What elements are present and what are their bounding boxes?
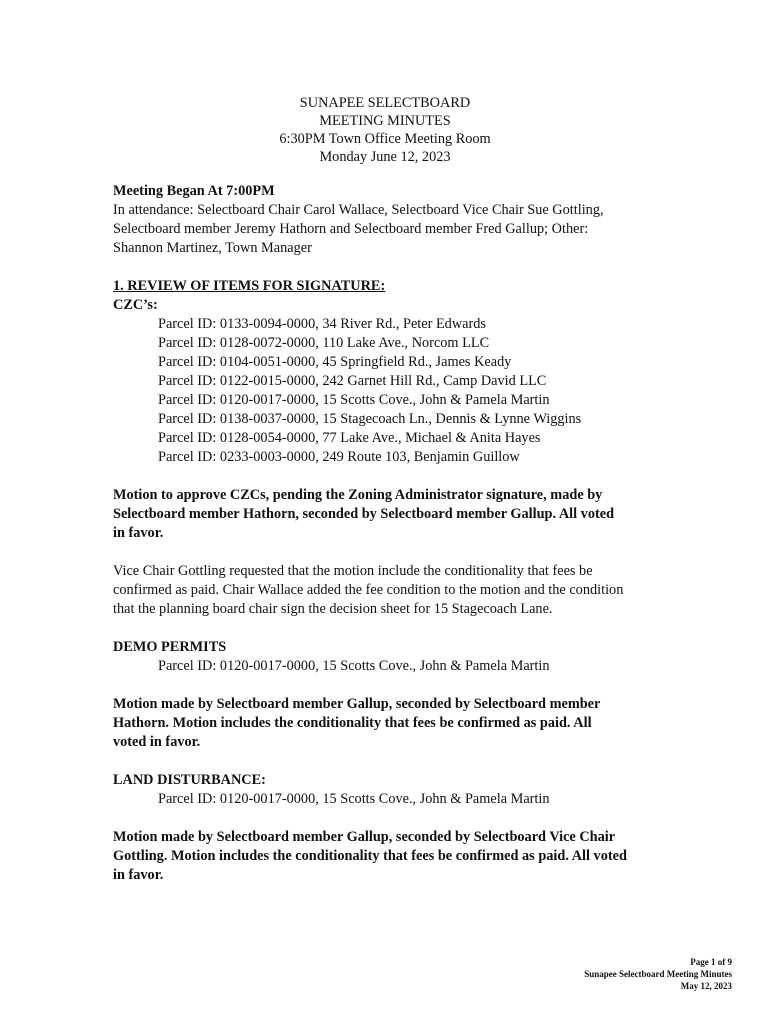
motion-line: in favor. [113,867,164,883]
parcel-item: Parcel ID: 0120-0017-0000, 15 Scotts Cove., John & Pamela Martin [158,392,550,408]
footer-doc-title: Sunapee Selectboard Meeting Minutes [584,969,732,979]
parcel-item: Parcel ID: 0122-0015-0000, 242 Garnet Hill Rd., Camp David LLC [158,373,547,389]
motion-line: Motion made by Selectboard member Gallup, seconded by Selectboard member [113,696,601,712]
page-footer [584,956,732,992]
parcel-item: Parcel ID: 0133-0094-0000, 34 River Rd., Peter Edwards [158,316,486,332]
land-parcel: Parcel ID: 0120-0017-0000, 15 Scotts Cove., John & Pamela Martin [158,791,550,807]
note-line: confirmed as paid. Chair Wallace added the fee condition to the motion and the condition [113,582,624,598]
motion-land [113,828,673,885]
footer-date: May 12, 2023 [680,981,732,991]
motion-line: Selectboard member Hathorn, seconded by Selectboard member Gallup. All voted [113,506,615,522]
document-body [113,182,673,885]
motion-line: voted in favor. [113,734,201,750]
meeting-location: 6:30PM Town Office Meeting Room [279,131,491,147]
czc-parcel-list [113,315,673,467]
motion-line: Hathorn. Motion includes the conditionality that fees be confirmed as paid. All [113,715,592,731]
parcel-item: Parcel ID: 0128-0072-0000, 110 Lake Ave., Norcom LLC [158,335,490,351]
parcel-item: Parcel ID: 0128-0054-0000, 77 Lake Ave., Michael & Anita Hayes [158,430,541,446]
motion-czc [113,486,673,543]
demo-parcel: Parcel ID: 0120-0017-0000, 15 Scotts Cove., John & Pamela Martin [158,658,550,674]
page-number: Page 1 of 9 [690,957,732,967]
demo-permits-heading: DEMO PERMITS [113,639,227,655]
motion-line: Gottling. Motion includes the conditionality that fees be confirmed as paid. All voted [113,848,627,864]
parcel-item: Parcel ID: 0138-0037-0000, 15 Stagecoach Ln., Dennis & Lynne Wiggins [158,411,582,427]
doc-title: MEETING MINUTES [319,113,451,129]
motion-demo [113,695,673,752]
attendance-line: Shannon Martinez, Town Manager [113,240,312,256]
meeting-date: Monday June 12, 2023 [319,149,451,165]
attendance-paragraph [113,201,673,258]
attendance-line: Selectboard member Jeremy Hathorn and Selectboard member Fred Gallup; Other: [113,221,589,237]
note-line: that the planning board chair sign the decision sheet for 15 Stagecoach Lane. [113,601,553,617]
czc-note-paragraph [113,562,673,619]
org-name: SUNAPEE SELECTBOARD [299,95,471,111]
land-disturbance-heading: LAND DISTURBANCE: [113,772,266,788]
section-heading-review: 1. REVIEW OF ITEMS FOR SIGNATURE: [113,278,386,294]
attendance-line: In attendance: Selectboard Chair Carol Wallace, Selectboard Vice Chair Sue Gottling, [113,202,604,218]
note-line: Vice Chair Gottling requested that the motion include the conditionality that fees be [113,563,593,579]
motion-line: in favor. [113,525,164,541]
motion-line: Motion made by Selectboard member Gallup, seconded by Selectboard Vice Chair [113,829,616,845]
meeting-began: Meeting Began At 7:00PM [113,183,275,199]
document-header [0,94,770,166]
parcel-item: Parcel ID: 0233-0003-0000, 249 Route 103, Benjamin Guillow [158,449,520,465]
motion-line: Motion to approve CZCs, pending the Zoning Administrator signature, made by [113,487,603,503]
czc-label: CZC’s: [113,297,158,313]
parcel-item: Parcel ID: 0104-0051-0000, 45 Springfield Rd., James Keady [158,354,512,370]
